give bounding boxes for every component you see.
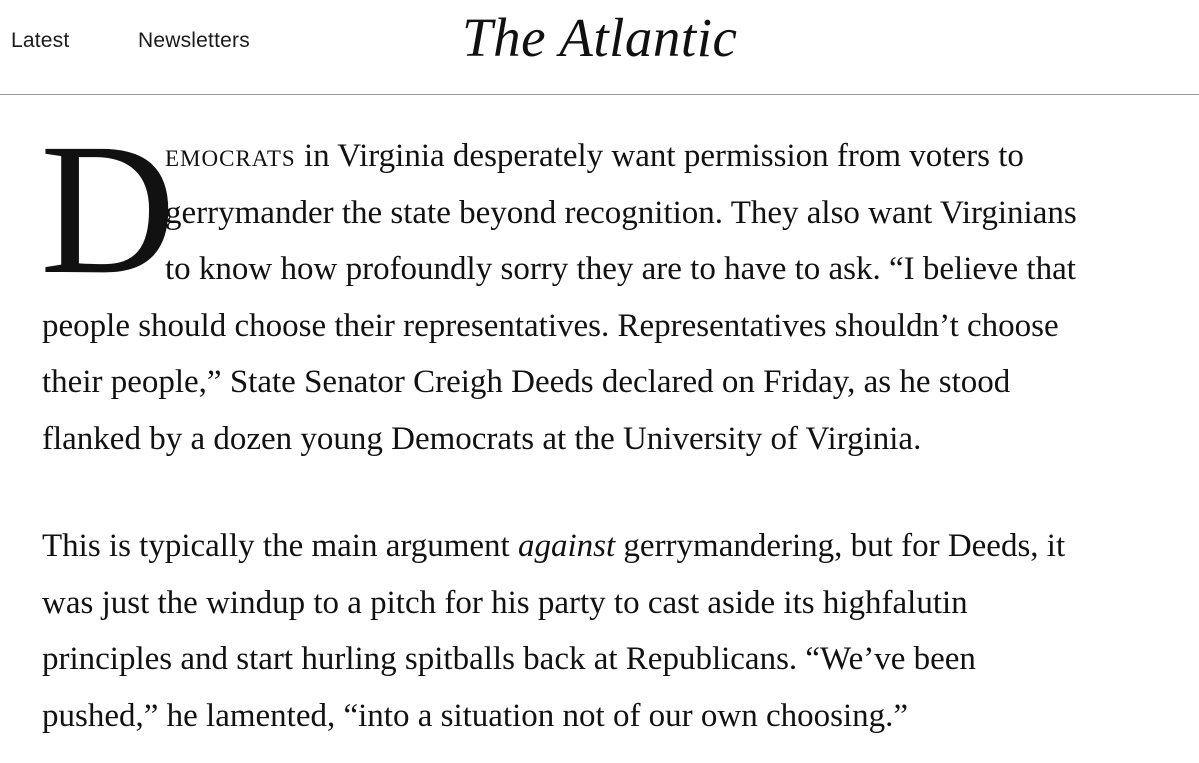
paragraph-line: was just the windup to a pitch for his party to cast aside its highfalutin — [42, 584, 968, 621]
paragraph-line — [42, 128, 1182, 185]
paragraph-line: to know how profoundly sorry they are to have to ask. “I believe that — [165, 251, 1076, 287]
line-text: gerrymandering, but for Deeds, it — [615, 528, 1066, 564]
paragraph-line: pushed,” he lamented, “into a situation not of our own choosing.” — [42, 697, 909, 734]
article-paragraph-2 — [42, 518, 1182, 744]
top-navigation-bar — [0, 0, 1199, 95]
paragraph-line: flanked by a dozen young Democrats at the University of Virginia. — [42, 420, 922, 457]
paragraph-line: gerrymander the state beyond recognition. They also want Virginians — [165, 194, 1077, 231]
emphasis-text: against — [517, 528, 616, 564]
line-text: This is typically the main argument — [42, 528, 518, 564]
article-paragraph-1 — [40, 104, 1182, 467]
line-text: in Virginia desperately want permission from voters to — [295, 138, 1024, 174]
paragraph-line: their people,” State Senator Creigh Deeds declared on Friday, as he stood — [42, 364, 1011, 400]
site-logo[interactable]: The Atlantic — [462, 7, 738, 68]
lead-in-small-caps: emocrats — [165, 138, 296, 174]
drop-cap: D — [40, 104, 176, 313]
nav-link-newsletters[interactable]: Newsletters — [138, 29, 250, 52]
paragraph-line: people should choose their representatives. Representatives shouldn’t choose — [42, 307, 1059, 344]
paragraph-line: principles and start hurling spitballs back at Republicans. “We’ve been — [42, 641, 976, 677]
article-body — [40, 104, 1182, 744]
nav-link-latest[interactable]: Latest — [11, 29, 70, 52]
paragraph-line — [42, 518, 1182, 575]
